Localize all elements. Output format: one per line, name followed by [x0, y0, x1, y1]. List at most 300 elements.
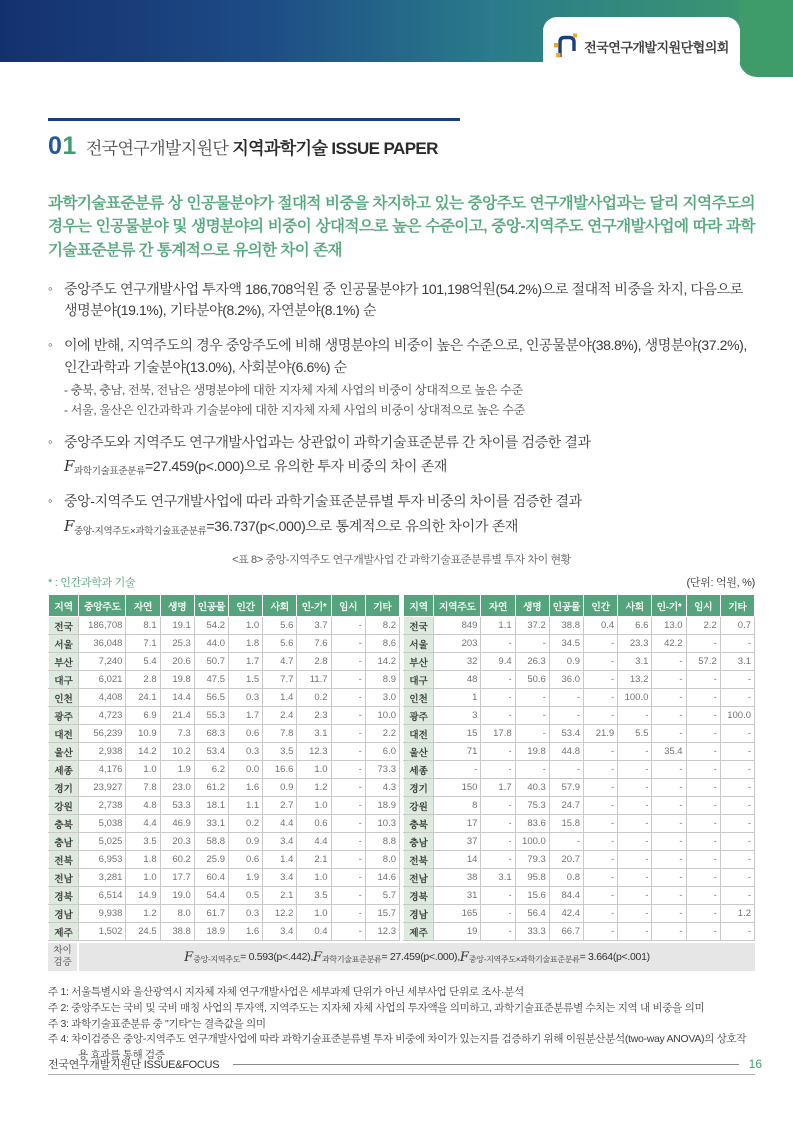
- value-cell: -: [652, 815, 686, 833]
- f-statistic-symbol: F: [184, 949, 194, 965]
- region-cell: 충북: [49, 815, 79, 833]
- value-cell: -: [481, 923, 515, 941]
- region-cell: 전북: [404, 851, 434, 869]
- value-cell: 25.9: [194, 851, 228, 869]
- value-cell: -: [652, 833, 686, 851]
- f-statistic-value: = 27.459(p<.000),: [381, 951, 460, 964]
- value-cell: 1.7: [229, 707, 263, 725]
- bullet-text: 중앙주도 연구개발사업 투자액 186,708억원 중 인공물분야가 101,198억원(54.2%)으로 절대적 비중을 차지, 다음으로 생명분야(19.1%), 기타분야(8.2%), 자연분야(8.1%) 순: [64, 280, 743, 319]
- value-cell: 2.1: [297, 851, 331, 869]
- value-cell: 21.4: [160, 707, 194, 725]
- table-row: [49, 689, 400, 707]
- value-cell: 1.0: [297, 761, 331, 779]
- bullet-item: [48, 279, 755, 322]
- value-cell: 18.9: [194, 923, 228, 941]
- value-cell: 57.2: [686, 653, 720, 671]
- value-cell: 1.1: [481, 617, 515, 635]
- value-cell: 37.2: [515, 617, 549, 635]
- value-cell: -: [618, 851, 652, 869]
- value-cell: 14.2: [365, 653, 399, 671]
- region-cell: 울산: [404, 743, 434, 761]
- table-row: [404, 779, 755, 797]
- table-row: [49, 617, 400, 635]
- section-title-text: [86, 134, 438, 159]
- value-cell: -: [720, 689, 754, 707]
- region-cell: 전남: [404, 869, 434, 887]
- value-cell: 8: [434, 797, 481, 815]
- value-cell: -: [652, 761, 686, 779]
- value-cell: 6.0: [365, 743, 399, 761]
- value-cell: 0.9: [549, 653, 583, 671]
- value-cell: 100.0: [720, 707, 754, 725]
- region-cell: 광주: [404, 707, 434, 725]
- value-cell: 44.0: [194, 635, 228, 653]
- value-cell: -: [481, 689, 515, 707]
- value-cell: 7,240: [79, 653, 126, 671]
- value-cell: 19: [434, 923, 481, 941]
- table-row: [49, 671, 400, 689]
- value-cell: 14.2: [126, 743, 160, 761]
- table-row: [49, 815, 400, 833]
- value-cell: 0.3: [229, 743, 263, 761]
- table-row: [404, 743, 755, 761]
- region-cell: 강원: [49, 797, 79, 815]
- f-statistic-value: = 3.664(p<.001): [579, 951, 650, 964]
- value-cell: 53.4: [549, 725, 583, 743]
- region-cell: 대구: [404, 671, 434, 689]
- table-header-row: [404, 595, 755, 617]
- value-cell: -: [618, 905, 652, 923]
- column-header: 지역주도: [434, 595, 481, 617]
- value-cell: -: [720, 797, 754, 815]
- value-cell: 9.4: [481, 653, 515, 671]
- value-cell: -: [720, 779, 754, 797]
- value-cell: 3,281: [79, 869, 126, 887]
- footer-rule: [233, 1064, 738, 1065]
- value-cell: -: [720, 725, 754, 743]
- column-header: 인간: [584, 595, 618, 617]
- table-star-note: * : 인간과학과 기술: [48, 577, 136, 590]
- value-cell: 5.7: [365, 887, 399, 905]
- value-cell: 50.6: [515, 671, 549, 689]
- value-cell: 0.6: [229, 725, 263, 743]
- value-cell: -: [686, 905, 720, 923]
- value-cell: 24.1: [126, 689, 160, 707]
- value-cell: 19.0: [160, 887, 194, 905]
- bullet-item: [48, 335, 755, 418]
- value-cell: 3.0: [365, 689, 399, 707]
- value-cell: 20.3: [160, 833, 194, 851]
- region-led-table: [403, 594, 755, 941]
- value-cell: -: [331, 689, 365, 707]
- table-row: [404, 887, 755, 905]
- value-cell: 73.3: [365, 761, 399, 779]
- value-cell: 4.7: [263, 653, 297, 671]
- value-cell: -: [686, 671, 720, 689]
- value-cell: -: [515, 689, 549, 707]
- column-header: 지역: [404, 595, 434, 617]
- column-header: 생명: [515, 595, 549, 617]
- section-number-digit: 1: [62, 132, 77, 160]
- value-cell: 10.9: [126, 725, 160, 743]
- value-cell: -: [686, 707, 720, 725]
- section-title-bold: 지역과학기술 ISSUE PAPER: [232, 139, 438, 158]
- value-cell: 24.5: [126, 923, 160, 941]
- region-cell: 대전: [404, 725, 434, 743]
- column-header: 지역: [49, 595, 79, 617]
- f-statistic-subscript: 중앙-지역주도: [193, 955, 241, 965]
- value-cell: 3.7: [297, 617, 331, 635]
- bullet-subline: - 충북, 충남, 전북, 전남은 생명분야에 대한 지자체 자체 사업의 비중이 상대적으로 높은 수준: [64, 382, 523, 397]
- region-cell: 서울: [49, 635, 79, 653]
- bullet-marker: ◦: [48, 433, 53, 449]
- table-row: [404, 797, 755, 815]
- value-cell: 3: [434, 707, 481, 725]
- value-cell: 23.3: [618, 635, 652, 653]
- column-header: 인공물: [549, 595, 583, 617]
- value-cell: 4,176: [79, 761, 126, 779]
- value-cell: -: [584, 797, 618, 815]
- value-cell: -: [481, 635, 515, 653]
- value-cell: -: [720, 923, 754, 941]
- value-cell: 1.9: [229, 869, 263, 887]
- value-cell: -: [331, 797, 365, 815]
- table-row: [404, 923, 755, 941]
- bullet-item: [48, 491, 755, 538]
- value-cell: -: [652, 869, 686, 887]
- table-row: [404, 905, 755, 923]
- table-row: [49, 923, 400, 941]
- region-cell: 전북: [49, 851, 79, 869]
- difference-test-row: [48, 941, 755, 971]
- value-cell: 1.6: [229, 779, 263, 797]
- value-cell: -: [331, 635, 365, 653]
- value-cell: 15.6: [515, 887, 549, 905]
- column-header: 사회: [263, 595, 297, 617]
- value-cell: 16.6: [263, 761, 297, 779]
- value-cell: 15.8: [549, 815, 583, 833]
- f-statistic-value: = 0.593(p<.442),: [240, 951, 313, 964]
- value-cell: 32: [434, 653, 481, 671]
- value-cell: 20.7: [549, 851, 583, 869]
- value-cell: 23,927: [79, 779, 126, 797]
- value-cell: 5,025: [79, 833, 126, 851]
- region-cell: 충남: [49, 833, 79, 851]
- value-cell: 0.9: [263, 779, 297, 797]
- value-cell: 165: [434, 905, 481, 923]
- region-cell: 부산: [404, 653, 434, 671]
- value-cell: 56.5: [194, 689, 228, 707]
- value-cell: 3.1: [618, 653, 652, 671]
- value-cell: 44.8: [549, 743, 583, 761]
- value-cell: -: [618, 761, 652, 779]
- table-row: [49, 887, 400, 905]
- value-cell: 1.4: [263, 851, 297, 869]
- value-cell: 40.3: [515, 779, 549, 797]
- table-row: [49, 725, 400, 743]
- bullet-marker: ◦: [48, 280, 53, 296]
- table-row: [404, 833, 755, 851]
- value-cell: 35.4: [652, 743, 686, 761]
- value-cell: 2.1: [263, 887, 297, 905]
- value-cell: -: [720, 815, 754, 833]
- value-cell: 1.0: [297, 869, 331, 887]
- value-cell: 12.3: [297, 743, 331, 761]
- value-cell: -: [331, 887, 365, 905]
- value-cell: -: [618, 797, 652, 815]
- value-cell: 54.4: [194, 887, 228, 905]
- value-cell: -: [331, 743, 365, 761]
- value-cell: 1.1: [229, 797, 263, 815]
- footnote-list: [48, 985, 755, 1064]
- f-statistic-symbol: F: [64, 517, 75, 536]
- bullet-subline: - 서울, 울산은 인간과학과 기술분야에 대한 지자체 자체 사업의 비중이 상대적으로 높은 수준: [64, 402, 525, 417]
- value-cell: 1,502: [79, 923, 126, 941]
- value-cell: 0.2: [229, 815, 263, 833]
- value-cell: 19.8: [515, 743, 549, 761]
- value-cell: -: [652, 887, 686, 905]
- value-cell: -: [331, 653, 365, 671]
- value-cell: 6.2: [194, 761, 228, 779]
- column-header: 자연: [126, 595, 160, 617]
- value-cell: -: [331, 815, 365, 833]
- value-cell: 20.6: [160, 653, 194, 671]
- value-cell: 61.7: [194, 905, 228, 923]
- value-cell: 3.4: [263, 833, 297, 851]
- value-cell: 25.3: [160, 635, 194, 653]
- value-cell: 36.0: [549, 671, 583, 689]
- region-cell: 대구: [49, 671, 79, 689]
- f-statistic-subscript: 과학기술표준분류: [74, 466, 146, 478]
- value-cell: 5.6: [263, 635, 297, 653]
- value-cell: -: [481, 815, 515, 833]
- difference-test-formula: [79, 943, 755, 971]
- value-cell: -: [584, 887, 618, 905]
- footnote: 주 2: 중앙주도는 국비 및 국비 매칭 사업의 투자액, 지역주도는 지자체 자체 사업의 투자액을 의미하고, 과학기술표준분류별 수치는 지역 내 비중을 의미: [48, 1001, 705, 1014]
- value-cell: -: [686, 887, 720, 905]
- value-cell: 186,708: [79, 617, 126, 635]
- region-cell: 제주: [404, 923, 434, 941]
- value-cell: 14: [434, 851, 481, 869]
- value-cell: 0.9: [229, 833, 263, 851]
- region-cell: 부산: [49, 653, 79, 671]
- value-cell: -: [584, 761, 618, 779]
- value-cell: 8.0: [160, 905, 194, 923]
- value-cell: 71: [434, 743, 481, 761]
- bullet-formula: [64, 515, 755, 538]
- value-cell: -: [618, 923, 652, 941]
- region-cell: 경남: [404, 905, 434, 923]
- value-cell: 23.0: [160, 779, 194, 797]
- value-cell: -: [481, 743, 515, 761]
- value-cell: -: [652, 653, 686, 671]
- section-number: [48, 132, 77, 161]
- value-cell: 34.5: [549, 635, 583, 653]
- region-cell: 서울: [404, 635, 434, 653]
- bullet-marker: ◦: [48, 493, 53, 509]
- value-cell: -: [434, 761, 481, 779]
- value-cell: 9,938: [79, 905, 126, 923]
- value-cell: 17: [434, 815, 481, 833]
- value-cell: 8.2: [365, 617, 399, 635]
- table-row: [404, 617, 755, 635]
- region-cell: 경남: [49, 905, 79, 923]
- value-cell: -: [652, 707, 686, 725]
- column-header: 인-기*: [297, 595, 331, 617]
- table-unit-note: (단위: 억원, %): [686, 577, 755, 590]
- value-cell: -: [549, 761, 583, 779]
- region-cell: 울산: [49, 743, 79, 761]
- value-cell: 1.0: [126, 761, 160, 779]
- bullet-body: [64, 432, 755, 479]
- value-cell: -: [652, 725, 686, 743]
- value-cell: 1: [434, 689, 481, 707]
- value-cell: -: [331, 905, 365, 923]
- value-cell: -: [331, 617, 365, 635]
- region-cell: 세종: [404, 761, 434, 779]
- value-cell: 100.0: [618, 689, 652, 707]
- value-cell: 2.2: [686, 617, 720, 635]
- value-cell: -: [481, 851, 515, 869]
- value-cell: 55.3: [194, 707, 228, 725]
- value-cell: 0.3: [229, 689, 263, 707]
- f-statistic-symbol: F: [64, 457, 75, 476]
- value-cell: -: [549, 689, 583, 707]
- value-cell: -: [720, 743, 754, 761]
- table-row: [404, 689, 755, 707]
- value-cell: 7.7: [263, 671, 297, 689]
- table-row: [404, 815, 755, 833]
- value-cell: -: [584, 833, 618, 851]
- value-cell: -: [618, 869, 652, 887]
- f-statistic-subscript: 과학기술표준분류: [322, 955, 382, 965]
- region-cell: 강원: [404, 797, 434, 815]
- f-statistic-value: =27.459(p<.000)으로 유의한 투자 비중의 차이 존재: [145, 458, 448, 475]
- value-cell: 10.3: [365, 815, 399, 833]
- value-cell: 4.4: [297, 833, 331, 851]
- table-row: [404, 869, 755, 887]
- value-cell: -: [618, 815, 652, 833]
- value-cell: -: [720, 887, 754, 905]
- value-cell: 3.4: [263, 869, 297, 887]
- footnote: 주 3: 과학기술표준분류 중 "기타"는 결측값을 의미: [48, 1017, 266, 1030]
- value-cell: -: [584, 671, 618, 689]
- value-cell: -: [331, 707, 365, 725]
- table-row: [404, 707, 755, 725]
- value-cell: -: [720, 671, 754, 689]
- table-row: [49, 635, 400, 653]
- value-cell: 7.8: [126, 779, 160, 797]
- value-cell: 0.4: [297, 923, 331, 941]
- bullet-text: 이에 반해, 지역주도의 경우 중앙주도에 비해 생명분야의 비중이 높은 수준으로, 인공물분야(38.8%), 생명분야(37.2%), 인간과학과 기술분야(13.0%), 사회분야(6.6%) 순: [64, 337, 747, 375]
- value-cell: 2.2: [365, 725, 399, 743]
- table-row: [404, 635, 755, 653]
- value-cell: 47.5: [194, 671, 228, 689]
- table-row: [49, 833, 400, 851]
- table-row: [49, 743, 400, 761]
- value-cell: 50.7: [194, 653, 228, 671]
- value-cell: -: [331, 725, 365, 743]
- value-cell: 6.9: [126, 707, 160, 725]
- value-cell: 5.6: [263, 617, 297, 635]
- value-cell: -: [584, 869, 618, 887]
- value-cell: 31: [434, 887, 481, 905]
- value-cell: -: [686, 725, 720, 743]
- page-number: 16: [748, 1057, 762, 1071]
- value-cell: 6,953: [79, 851, 126, 869]
- value-cell: -: [584, 689, 618, 707]
- value-cell: 48: [434, 671, 481, 689]
- value-cell: 13.0: [652, 617, 686, 635]
- f-statistic-symbol: F: [459, 949, 469, 965]
- value-cell: 7.6: [297, 635, 331, 653]
- footer-title: 전국연구개발지원단 ISSUE&FOCUS: [48, 1059, 220, 1071]
- value-cell: -: [686, 833, 720, 851]
- value-cell: -: [331, 869, 365, 887]
- bullet-body: [64, 335, 755, 418]
- value-cell: 0.6: [229, 851, 263, 869]
- value-cell: 2,738: [79, 797, 126, 815]
- value-cell: 1.6: [229, 923, 263, 941]
- value-cell: 57.9: [549, 779, 583, 797]
- value-cell: 17.8: [481, 725, 515, 743]
- value-cell: 0.7: [720, 617, 754, 635]
- value-cell: -: [584, 851, 618, 869]
- value-cell: 4.3: [365, 779, 399, 797]
- value-cell: 42.4: [549, 905, 583, 923]
- value-cell: 1.0: [229, 617, 263, 635]
- value-cell: 4.4: [263, 815, 297, 833]
- value-cell: -: [331, 671, 365, 689]
- page-content: [48, 0, 755, 1075]
- value-cell: 3.4: [263, 923, 297, 941]
- value-cell: 0.8: [549, 869, 583, 887]
- value-cell: 83.6: [515, 815, 549, 833]
- value-cell: 1.0: [297, 797, 331, 815]
- value-cell: 150: [434, 779, 481, 797]
- value-cell: 4,408: [79, 689, 126, 707]
- value-cell: 1.5: [229, 671, 263, 689]
- value-cell: 60.2: [160, 851, 194, 869]
- value-cell: -: [686, 635, 720, 653]
- region-cell: 광주: [49, 707, 79, 725]
- column-header: 기타: [720, 595, 754, 617]
- value-cell: 56,239: [79, 725, 126, 743]
- value-cell: 4.4: [126, 815, 160, 833]
- value-cell: 18.1: [194, 797, 228, 815]
- value-cell: 15: [434, 725, 481, 743]
- value-cell: 13.2: [618, 671, 652, 689]
- value-cell: 95.8: [515, 869, 549, 887]
- bullet-text: 중앙-지역주도 연구개발사업에 따라 과학기술표준분류별 투자 비중의 차이를 검증한 결과: [64, 493, 582, 510]
- value-cell: 3.5: [297, 887, 331, 905]
- value-cell: 1.7: [229, 653, 263, 671]
- value-cell: -: [584, 779, 618, 797]
- value-cell: -: [584, 707, 618, 725]
- value-cell: 0.6: [297, 815, 331, 833]
- section-title: [48, 132, 755, 161]
- value-cell: 5.4: [126, 653, 160, 671]
- value-cell: -: [515, 635, 549, 653]
- value-cell: -: [481, 797, 515, 815]
- value-cell: -: [618, 887, 652, 905]
- bullet-body: [64, 491, 755, 538]
- value-cell: 1.2: [720, 905, 754, 923]
- value-cell: 3.1: [297, 725, 331, 743]
- region-cell: 인천: [404, 689, 434, 707]
- value-cell: 75.3: [515, 797, 549, 815]
- value-cell: 8.1: [126, 617, 160, 635]
